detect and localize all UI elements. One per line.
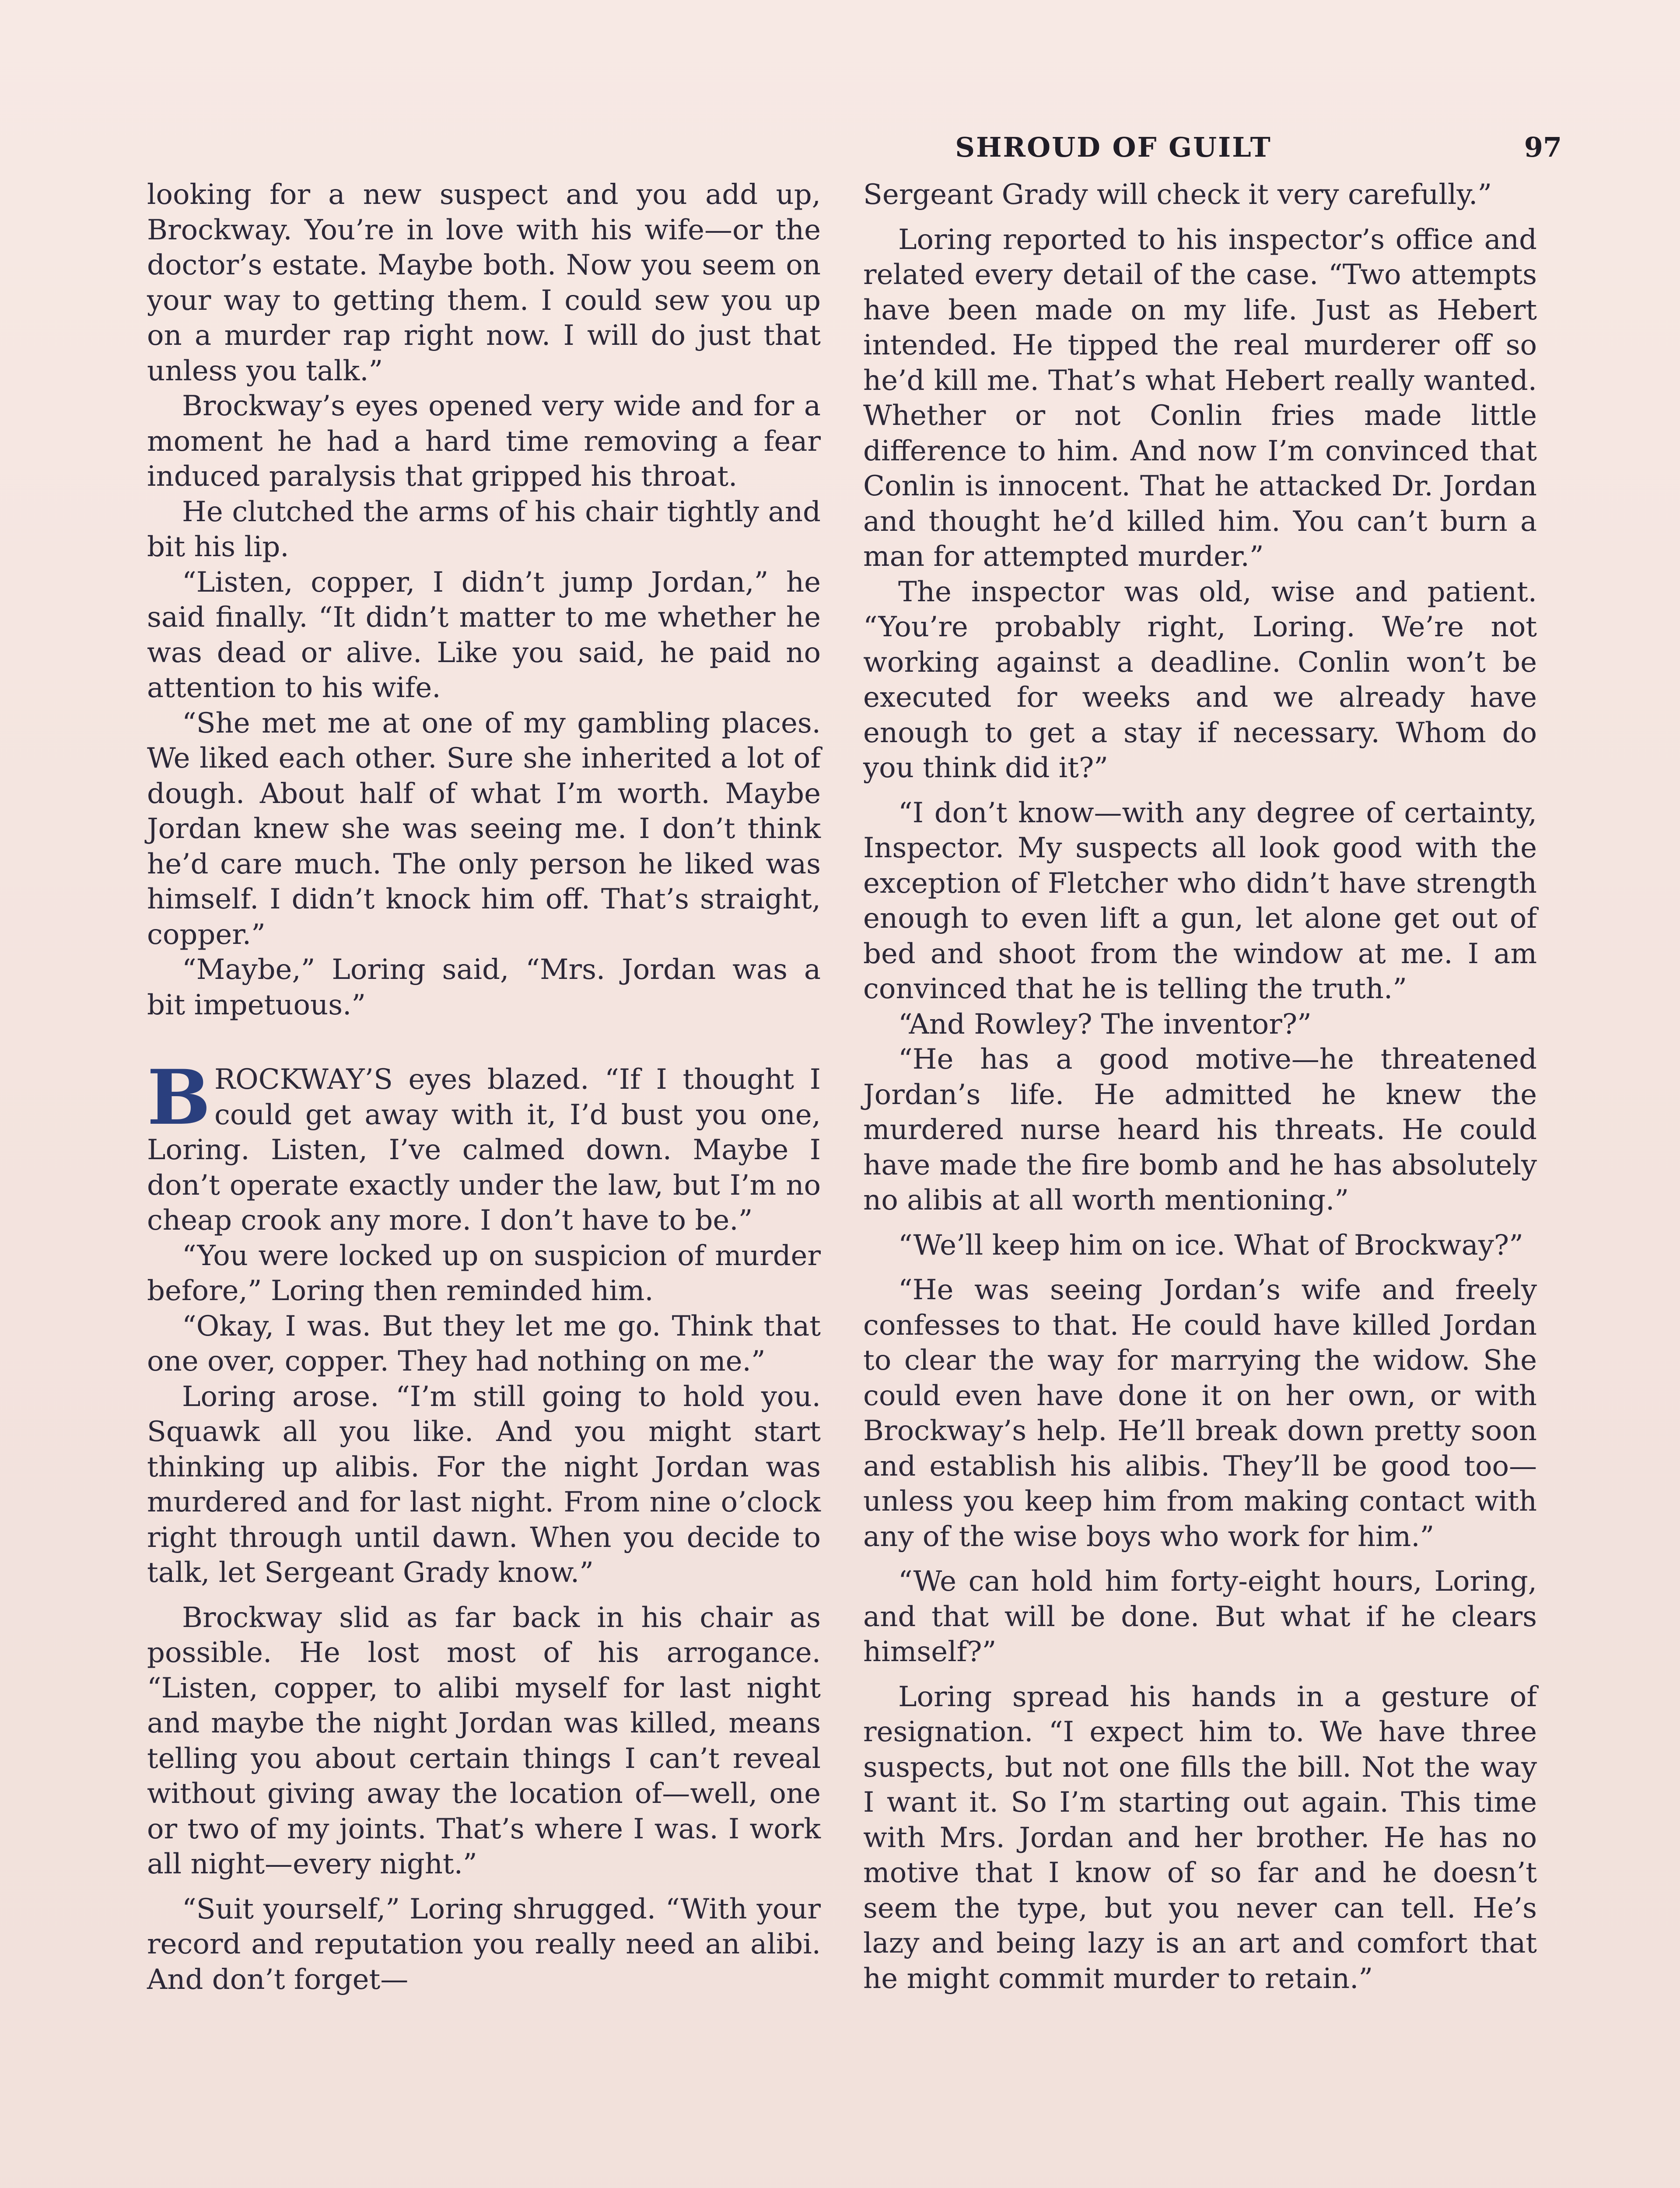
paragraph: He clutched the arms of his chair tightly and bit his lip.	[147, 495, 821, 563]
paragraph: The inspector was old, wise and patient. “You’re probably right, Loring. We’re not working against a deadline. Conlin won’t be executed for weeks and we already have enough to get a stay if necessary. Whom do you think did it?”	[863, 575, 1537, 784]
paragraph: “And Rowley? The inventor?”	[898, 1008, 1312, 1041]
paragraph: “We’ll keep him on ice. What of Brockway?”	[898, 1229, 1523, 1262]
paragraph: Loring reported to his inspector’s office and related every detail of the case. “Two attempts have been made on my life. Just as Hebert intended. He tipped the real murderer off so he’d kill me. That’s what Hebert really wanted. Whether or not Conlin fries made little difference to him. And now I’m convinced that Conlin is innocent. That he attacked Dr. Jordan and thought he’d killed him. You can’t burn a man for attempted murder.”	[863, 223, 1537, 573]
paragraph: “You were locked up on suspicion of murder before,” Loring then reminded him.	[147, 1239, 821, 1307]
running-header: SHROUD OF GUILT	[955, 131, 1272, 163]
paragraph: “Listen, copper, I didn’t jump Jordan,” he said finally. “It didn’t matter to me whether he was dead or alive. Like you said, he paid no attention to his wife.	[147, 566, 821, 704]
paragraph: “Maybe,” Loring said, “Mrs. Jordan was a bit impetuous.”	[147, 954, 821, 1021]
page-number: 97	[1524, 131, 1562, 163]
paragraph: “We can hold him forty-eight hours, Loring, and that will be done. But what if he clears himself?”	[863, 1565, 1537, 1668]
paragraph: Sergeant Grady will check it very carefully.”	[863, 179, 1492, 211]
paragraph: “I don’t know—with any degree of certainty, Inspector. My suspects all look good with the exception of Fletcher who didn’t have strength enough to even lift a gun, let alone get out of bed and shoot from the window at me. I am convinced that he is telling the truth.”	[863, 796, 1537, 1005]
paragraph: looking for a new suspect and you add up, Brockway. You’re in love with his wife—or the doctor’s estate. Maybe both. Now you seem on your way to getting them. I could sew you up on a murder rap right now. I will do just that unless you talk.”	[147, 179, 821, 387]
drop-cap-letter: B	[147, 1053, 211, 1142]
paragraph: “Okay, I was. But they let me go. Think that one over, copper. They had nothing on me.”	[147, 1310, 821, 1378]
left-text-column	[147, 177, 821, 1997]
paragraph-text: ROCKWAY’S eyes blazed. “If I thought I could get away with it, I’d bust you one, Loring. Listen, I’ve calmed down. Maybe I don’t operate exactly under the law, but I’m no cheap crook any more. I don’t have to be.”	[147, 1063, 821, 1237]
section-opening-paragraph	[147, 1053, 821, 1238]
paragraph: Brockway’s eyes opened very wide and for a moment he had a hard time removing a fear induced paralysis that gripped his throat.	[147, 390, 821, 493]
paragraph: Loring spread his hands in a gesture of resignation. “I expect him to. We have three suspects, but not one fills the bill. Not the way I want it. So I’m starting out again. This time with Mrs. Jordan and her brother. He has no motive that I know of so far and he doesn’t seem the type, but you never can tell. He’s lazy and being lazy is an art and comfort that he might commit murder to retain.”	[863, 1680, 1537, 1995]
paragraph: Brockway slid as far back in his chair as possible. He lost most of his arrogance. “Listen, copper, to alibi myself for last night and maybe the night Jordan was killed, means telling you about certain things I can’t reveal without giving away the location of—well, one or two of my joints. That’s where I was. I work all night—every night.”	[147, 1601, 821, 1880]
paragraph: “He has a good motive—he threatened Jordan’s life. He admitted he knew the murdered nurse heard his threats. He could have made the fire bomb and he has absolutely no alibis at all worth mentioning.”	[863, 1043, 1537, 1217]
paragraph: “He was seeing Jordan’s wife and freely confesses to that. He could have killed Jordan to clear the way for marrying the widow. She could even have done it on her own, or with Brockway’s help. He’ll break down pretty soon and establish his alibis. They’ll be good too—unless you keep him from making contact with any of the wise boys who work for him.”	[863, 1274, 1537, 1553]
paragraph: “Suit yourself,” Loring shrugged. “With your record and reputation you really need an alibi. And don’t forget—	[147, 1893, 821, 1996]
paragraph: Loring arose. “I’m still going to hold you. Squawk all you like. And you might start thinking up alibis. For the night Jordan was murdered and for last night. From nine o’clock right through until dawn. When you decide to talk, let Sergeant Grady know.”	[147, 1380, 821, 1589]
paragraph: “She met me at one of my gambling places. We liked each other. Sure she inherited a lot of dough. About half of what I’m worth. Maybe Jordan knew she was seeing me. I don’t think he’d care much. The only person he liked was himself. I didn’t knock him off. That’s straight, copper.”	[147, 707, 821, 951]
right-text-column	[863, 177, 1537, 1996]
